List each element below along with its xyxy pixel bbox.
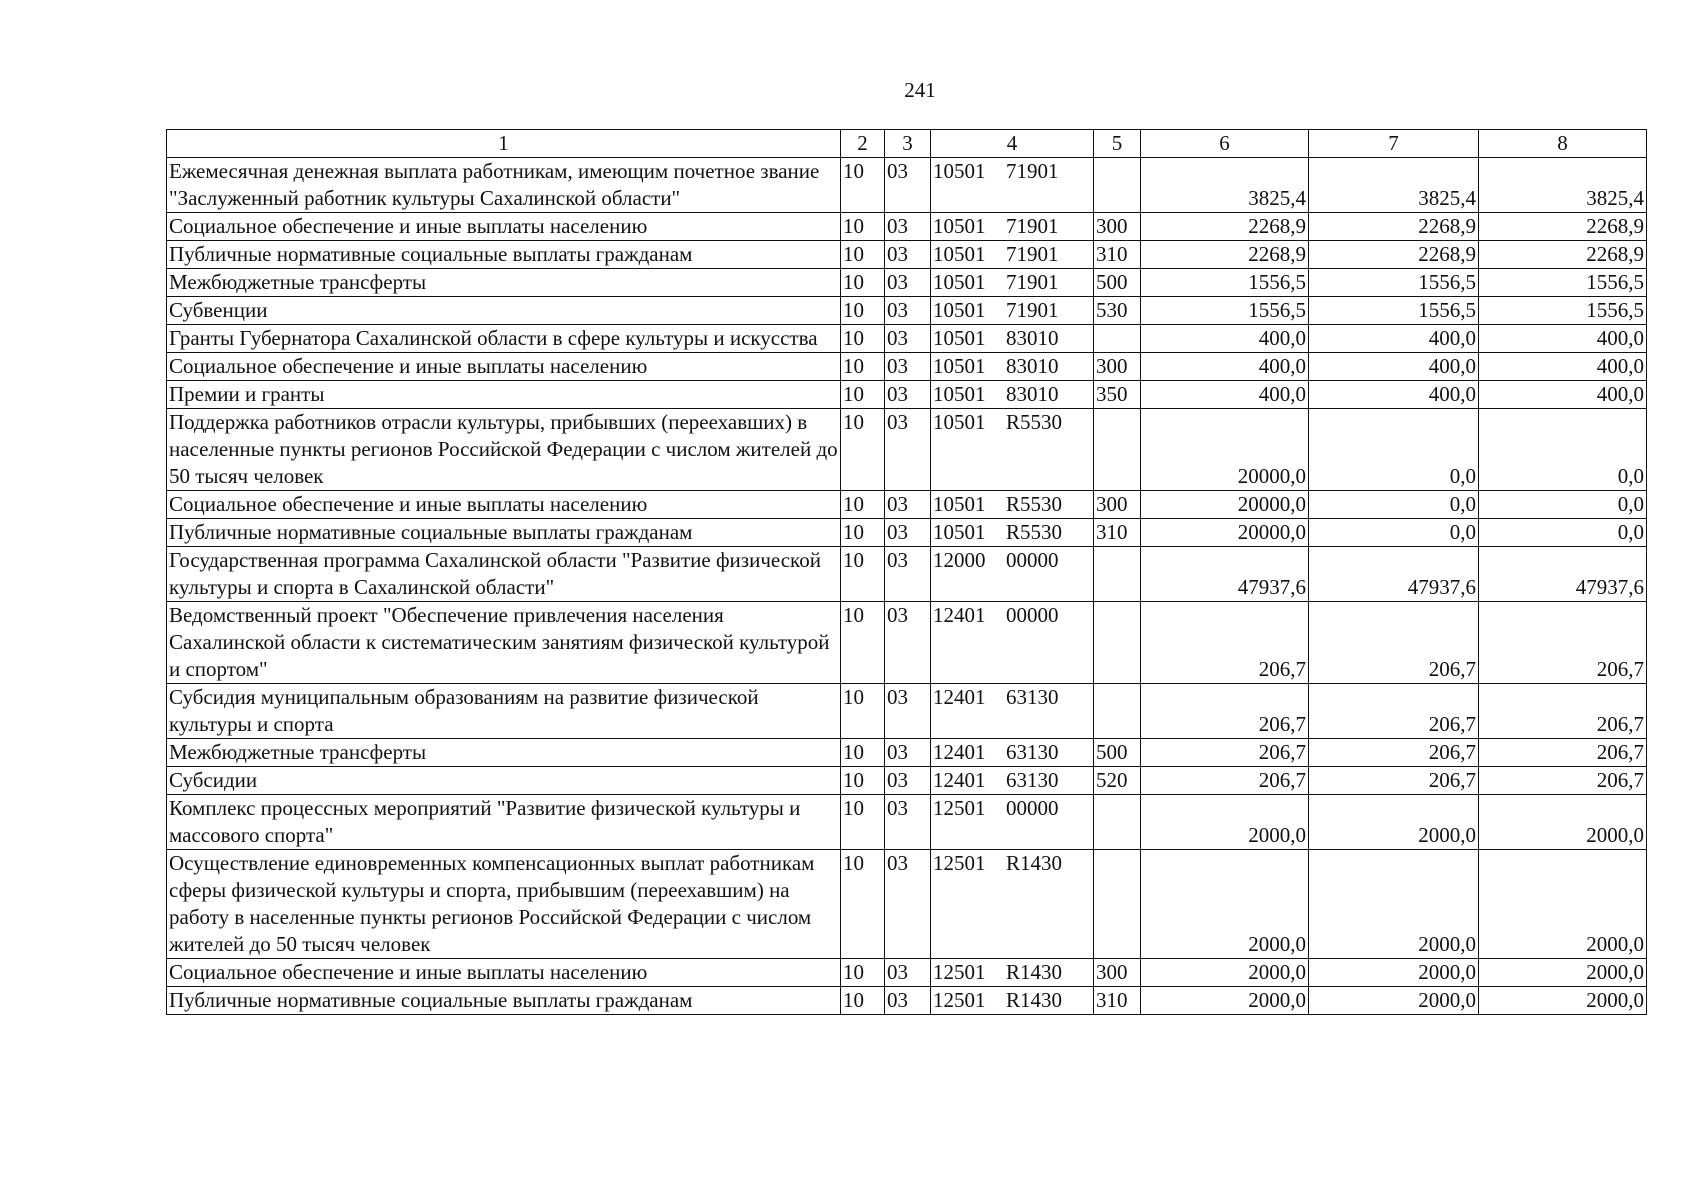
table-row	[167, 684, 1647, 739]
row-amount-col6: 2268,9	[1141, 241, 1309, 269]
row-amount-col7: 206,7	[1309, 684, 1479, 739]
row-expense-type: 350	[1094, 381, 1141, 409]
table-row	[167, 850, 1647, 959]
target-article-program: 10501	[933, 382, 986, 406]
table-row	[167, 409, 1647, 491]
row-name: Межбюджетные трансферты	[167, 269, 841, 297]
target-article-direction: 71901	[1006, 270, 1059, 294]
target-article-program: 10501	[933, 214, 986, 238]
row-expense-type: 300	[1094, 959, 1141, 987]
row-amount-col8: 2000,0	[1479, 795, 1647, 850]
header-col-2: 2	[841, 130, 885, 158]
target-article-direction: 83010	[1006, 382, 1059, 406]
table-row	[167, 519, 1647, 547]
target-article-direction: R1430	[1006, 988, 1063, 1012]
row-amount-col6: 206,7	[1141, 739, 1309, 767]
row-subsection-code: 03	[885, 959, 931, 987]
row-subsection-code: 03	[885, 547, 931, 602]
row-amount-col8: 206,7	[1479, 739, 1647, 767]
row-section-code: 10	[841, 547, 885, 602]
target-article-program: 12401	[933, 740, 986, 764]
table-row	[167, 767, 1647, 795]
target-article-direction: 00000	[1006, 603, 1059, 627]
table-row	[167, 987, 1647, 1015]
target-article-direction: 71901	[1006, 298, 1059, 322]
row-expense-type: 520	[1094, 767, 1141, 795]
row-amount-col7: 0,0	[1309, 409, 1479, 491]
row-expense-type	[1094, 547, 1141, 602]
row-subsection-code: 03	[885, 739, 931, 767]
row-subsection-code: 03	[885, 241, 931, 269]
target-article-program: 10501	[933, 492, 986, 516]
row-amount-col8: 3825,4	[1479, 158, 1647, 213]
row-section-code: 10	[841, 684, 885, 739]
row-amount-col6: 20000,0	[1141, 409, 1309, 491]
row-amount-col6: 206,7	[1141, 684, 1309, 739]
row-amount-col7: 400,0	[1309, 381, 1479, 409]
row-amount-col6: 2268,9	[1141, 213, 1309, 241]
table-row	[167, 297, 1647, 325]
row-name: Межбюджетные трансферты	[167, 739, 841, 767]
row-subsection-code: 03	[885, 684, 931, 739]
row-name: Поддержка работников отрасли культуры, прибывших (переехавших) в населенные пункты регионов Российской Федерации с числом жителей до 50 тысяч человек	[167, 409, 841, 491]
row-amount-col7: 206,7	[1309, 767, 1479, 795]
row-expense-type	[1094, 602, 1141, 684]
row-amount-col7: 2000,0	[1309, 959, 1479, 987]
row-amount-col7: 400,0	[1309, 353, 1479, 381]
target-article-program: 12401	[933, 603, 986, 627]
row-amount-col7: 3825,4	[1309, 158, 1479, 213]
row-section-code: 10	[841, 297, 885, 325]
row-name: Премии и гранты	[167, 381, 841, 409]
table-row	[167, 241, 1647, 269]
row-section-code: 10	[841, 241, 885, 269]
target-article-program: 10501	[933, 326, 986, 350]
row-section-code: 10	[841, 959, 885, 987]
row-amount-col6: 400,0	[1141, 353, 1309, 381]
row-target-article	[931, 684, 1094, 739]
table-row	[167, 213, 1647, 241]
row-amount-col6: 3825,4	[1141, 158, 1309, 213]
row-target-article	[931, 241, 1094, 269]
row-amount-col8: 2268,9	[1479, 241, 1647, 269]
row-target-article	[931, 325, 1094, 353]
header-col-6: 6	[1141, 130, 1309, 158]
row-name: Ежемесячная денежная выплата работникам, имеющим почетное звание "Заслуженный работник культуры Сахалинской области"	[167, 158, 841, 213]
row-subsection-code: 03	[885, 269, 931, 297]
row-subsection-code: 03	[885, 213, 931, 241]
row-amount-col7: 2268,9	[1309, 241, 1479, 269]
row-section-code: 10	[841, 269, 885, 297]
target-article-program: 12501	[933, 796, 986, 820]
target-article-program: 10501	[933, 520, 986, 544]
row-subsection-code: 03	[885, 325, 931, 353]
target-article-direction: 00000	[1006, 796, 1059, 820]
row-section-code: 10	[841, 381, 885, 409]
row-amount-col6: 2000,0	[1141, 795, 1309, 850]
table-row	[167, 959, 1647, 987]
table-header	[167, 130, 1647, 158]
row-subsection-code: 03	[885, 409, 931, 491]
row-amount-col7: 206,7	[1309, 602, 1479, 684]
target-article-program: 10501	[933, 298, 986, 322]
row-name: Гранты Губернатора Сахалинской области в сфере культуры и искусства	[167, 325, 841, 353]
row-target-article	[931, 381, 1094, 409]
row-name: Субсидии	[167, 767, 841, 795]
row-target-article	[931, 269, 1094, 297]
row-name: Субвенции	[167, 297, 841, 325]
row-amount-col8: 2000,0	[1479, 987, 1647, 1015]
target-article-direction: R5530	[1006, 492, 1063, 516]
target-article-program: 12501	[933, 851, 986, 875]
row-section-code: 10	[841, 158, 885, 213]
row-name: Социальное обеспечение и иные выплаты населению	[167, 353, 841, 381]
table-row	[167, 602, 1647, 684]
row-amount-col7: 47937,6	[1309, 547, 1479, 602]
row-amount-col6: 400,0	[1141, 325, 1309, 353]
table-row	[167, 353, 1647, 381]
header-col-4: 4	[931, 130, 1094, 158]
row-target-article	[931, 602, 1094, 684]
row-subsection-code: 03	[885, 381, 931, 409]
row-target-article	[931, 850, 1094, 959]
row-amount-col7: 0,0	[1309, 519, 1479, 547]
row-expense-type	[1094, 158, 1141, 213]
table-body	[167, 158, 1647, 1015]
target-article-direction: R5530	[1006, 520, 1063, 544]
row-subsection-code: 03	[885, 767, 931, 795]
row-name: Публичные нормативные социальные выплаты гражданам	[167, 519, 841, 547]
row-amount-col8: 400,0	[1479, 325, 1647, 353]
row-amount-col7: 2000,0	[1309, 795, 1479, 850]
row-name: Осуществление единовременных компенсационных выплат работникам сферы физической культуры и спорта, прибывшим (переехавшим) на работу в населенные пункты регионов Российской Федерации с числом жителей до 50 тысяч человек	[167, 850, 841, 959]
row-amount-col7: 1556,5	[1309, 297, 1479, 325]
target-article-program: 12501	[933, 960, 986, 984]
header-col-1: 1	[167, 130, 841, 158]
row-target-article	[931, 987, 1094, 1015]
row-target-article	[931, 767, 1094, 795]
row-amount-col8: 0,0	[1479, 519, 1647, 547]
row-name: Государственная программа Сахалинской области "Развитие физической культуры и спорта в Сахалинской области"	[167, 547, 841, 602]
row-section-code: 10	[841, 519, 885, 547]
row-name: Комплекс процессных мероприятий "Развитие физической культуры и массового спорта"	[167, 795, 841, 850]
row-amount-col8: 2000,0	[1479, 959, 1647, 987]
row-expense-type	[1094, 409, 1141, 491]
row-expense-type	[1094, 684, 1141, 739]
row-amount-col7: 2000,0	[1309, 850, 1479, 959]
row-amount-col7: 2268,9	[1309, 213, 1479, 241]
row-amount-col8: 47937,6	[1479, 547, 1647, 602]
row-name: Ведомственный проект "Обеспечение привлечения населения Сахалинской области к систематическим занятиям физической культурой и спортом"	[167, 602, 841, 684]
target-article-program: 12401	[933, 768, 986, 792]
row-target-article	[931, 491, 1094, 519]
row-section-code: 10	[841, 491, 885, 519]
row-amount-col8: 1556,5	[1479, 269, 1647, 297]
row-amount-col8: 206,7	[1479, 602, 1647, 684]
row-amount-col6: 2000,0	[1141, 850, 1309, 959]
row-subsection-code: 03	[885, 297, 931, 325]
row-expense-type: 300	[1094, 353, 1141, 381]
target-article-direction: R1430	[1006, 960, 1063, 984]
row-expense-type	[1094, 795, 1141, 850]
row-expense-type	[1094, 325, 1141, 353]
row-section-code: 10	[841, 850, 885, 959]
target-article-direction: 71901	[1006, 214, 1059, 238]
row-amount-col6: 1556,5	[1141, 297, 1309, 325]
row-subsection-code: 03	[885, 158, 931, 213]
row-amount-col6: 20000,0	[1141, 491, 1309, 519]
target-article-direction: 00000	[1006, 548, 1059, 572]
target-article-program: 12401	[933, 685, 986, 709]
header-col-3: 3	[885, 130, 931, 158]
target-article-direction: 63130	[1006, 740, 1059, 764]
row-amount-col8: 2268,9	[1479, 213, 1647, 241]
row-name: Публичные нормативные социальные выплаты гражданам	[167, 987, 841, 1015]
header-col-7: 7	[1309, 130, 1479, 158]
target-article-direction: 71901	[1006, 242, 1059, 266]
target-article-program: 10501	[933, 242, 986, 266]
row-expense-type: 300	[1094, 491, 1141, 519]
table-row	[167, 795, 1647, 850]
row-amount-col6: 2000,0	[1141, 959, 1309, 987]
row-expense-type	[1094, 850, 1141, 959]
row-amount-col8: 400,0	[1479, 381, 1647, 409]
row-expense-type: 310	[1094, 241, 1141, 269]
row-amount-col6: 47937,6	[1141, 547, 1309, 602]
row-expense-type: 300	[1094, 213, 1141, 241]
header-col-5: 5	[1094, 130, 1141, 158]
target-article-direction: 71901	[1006, 159, 1059, 183]
row-expense-type: 530	[1094, 297, 1141, 325]
header-col-8: 8	[1479, 130, 1647, 158]
row-expense-type: 310	[1094, 519, 1141, 547]
row-amount-col8: 206,7	[1479, 767, 1647, 795]
row-amount-col8: 206,7	[1479, 684, 1647, 739]
table-row	[167, 269, 1647, 297]
row-amount-col8: 1556,5	[1479, 297, 1647, 325]
row-subsection-code: 03	[885, 491, 931, 519]
target-article-direction: 83010	[1006, 354, 1059, 378]
target-article-program: 10501	[933, 410, 986, 434]
row-name: Публичные нормативные социальные выплаты гражданам	[167, 241, 841, 269]
row-name: Социальное обеспечение и иные выплаты населению	[167, 491, 841, 519]
row-target-article	[931, 353, 1094, 381]
row-subsection-code: 03	[885, 987, 931, 1015]
row-expense-type: 500	[1094, 269, 1141, 297]
target-article-program: 10501	[933, 354, 986, 378]
row-amount-col6: 1556,5	[1141, 269, 1309, 297]
row-expense-type: 500	[1094, 739, 1141, 767]
target-article-direction: 63130	[1006, 685, 1059, 709]
row-amount-col7: 206,7	[1309, 739, 1479, 767]
row-name: Субсидия муниципальным образованиям на развитие физической культуры и спорта	[167, 684, 841, 739]
row-name: Социальное обеспечение и иные выплаты населению	[167, 213, 841, 241]
row-amount-col8: 400,0	[1479, 353, 1647, 381]
row-amount-col6: 206,7	[1141, 767, 1309, 795]
target-article-program: 10501	[933, 159, 986, 183]
row-amount-col8: 0,0	[1479, 409, 1647, 491]
row-section-code: 10	[841, 353, 885, 381]
row-subsection-code: 03	[885, 850, 931, 959]
table-row	[167, 381, 1647, 409]
row-expense-type: 310	[1094, 987, 1141, 1015]
row-subsection-code: 03	[885, 795, 931, 850]
row-amount-col6: 206,7	[1141, 602, 1309, 684]
row-section-code: 10	[841, 213, 885, 241]
table-row	[167, 491, 1647, 519]
row-subsection-code: 03	[885, 353, 931, 381]
table-row	[167, 325, 1647, 353]
row-amount-col7: 0,0	[1309, 491, 1479, 519]
target-article-direction: R5530	[1006, 410, 1063, 434]
target-article-program: 10501	[933, 270, 986, 294]
row-subsection-code: 03	[885, 602, 931, 684]
row-target-article	[931, 795, 1094, 850]
row-amount-col8: 2000,0	[1479, 850, 1647, 959]
row-section-code: 10	[841, 409, 885, 491]
row-target-article	[931, 409, 1094, 491]
header-row	[167, 130, 1647, 158]
row-target-article	[931, 158, 1094, 213]
row-subsection-code: 03	[885, 519, 931, 547]
row-target-article	[931, 739, 1094, 767]
row-section-code: 10	[841, 767, 885, 795]
row-amount-col7: 1556,5	[1309, 269, 1479, 297]
row-amount-col6: 20000,0	[1141, 519, 1309, 547]
table-row	[167, 158, 1647, 213]
page-number: 241	[904, 78, 936, 102]
budget-table	[166, 129, 1647, 1015]
row-section-code: 10	[841, 602, 885, 684]
row-amount-col7: 2000,0	[1309, 987, 1479, 1015]
row-section-code: 10	[841, 325, 885, 353]
row-amount-col6: 2000,0	[1141, 987, 1309, 1015]
target-article-direction: 83010	[1006, 326, 1059, 350]
target-article-direction: 63130	[1006, 768, 1059, 792]
row-target-article	[931, 297, 1094, 325]
target-article-program: 12501	[933, 988, 986, 1012]
target-article-program: 12000	[933, 548, 986, 572]
row-target-article	[931, 213, 1094, 241]
target-article-direction: R1430	[1006, 851, 1063, 875]
row-target-article	[931, 547, 1094, 602]
table-row	[167, 547, 1647, 602]
row-section-code: 10	[841, 987, 885, 1015]
row-name: Социальное обеспечение и иные выплаты населению	[167, 959, 841, 987]
row-section-code: 10	[841, 795, 885, 850]
row-section-code: 10	[841, 739, 885, 767]
table-row	[167, 739, 1647, 767]
row-target-article	[931, 519, 1094, 547]
row-amount-col7: 400,0	[1309, 325, 1479, 353]
row-amount-col6: 400,0	[1141, 381, 1309, 409]
row-target-article	[931, 959, 1094, 987]
row-amount-col8: 0,0	[1479, 491, 1647, 519]
